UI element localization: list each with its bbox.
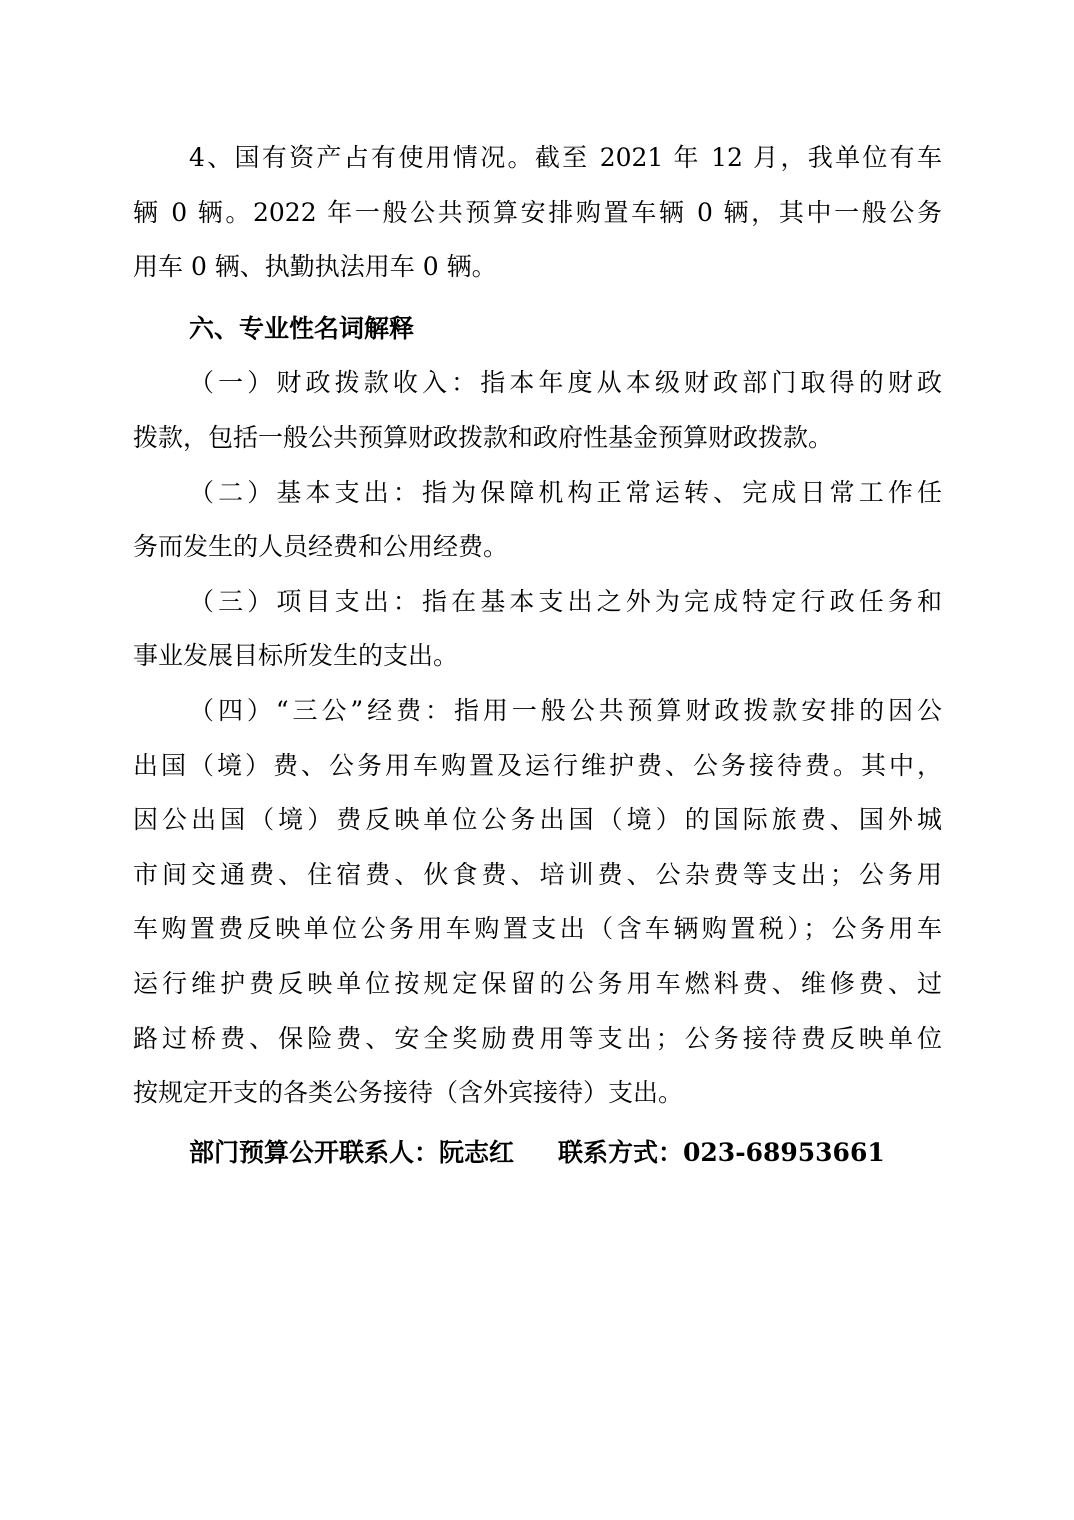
text-line: 运行维护费反映单位按规定保留的公务用车燃料费、维修费、过 xyxy=(133,968,942,998)
contact-phone: 联系方式：023-68953661 xyxy=(558,1137,885,1167)
text-line: （三）项目支出：指在基本支出之外为完成特定行政任务和 xyxy=(189,586,942,616)
text-line: 事业发展目标所发生的支出。 xyxy=(133,641,459,671)
text-line: 按规定开支的各类公务接待（含外宾接待）支出。 xyxy=(133,1078,684,1108)
text-line: 辆 0 辆。2022 年一般公共预算安排购置车辆 0 辆，其中一般公务 xyxy=(133,197,942,227)
text-line: 因公出国（境）费反映单位公务出国（境）的国际旅费、国外城 xyxy=(133,805,942,835)
text-line: （一）财政拨款收入：指本年度从本级财政部门取得的财政 xyxy=(189,368,942,398)
contact-line xyxy=(133,1126,942,1181)
contact-person: 部门预算公开联系人：阮志红 xyxy=(189,1137,515,1167)
paragraph-project-expenditure xyxy=(133,575,942,684)
text-line: 4、国有资产占有使用情况。截至 2021 年 12 月，我单位有车 xyxy=(189,143,942,172)
text-line: （四）“三公”经费：指用一般公共预算财政拨款安排的因公 xyxy=(189,695,942,725)
paragraph-fiscal-income xyxy=(133,356,942,465)
text-line: 务而发生的人员经费和公用经费。 xyxy=(133,532,509,562)
paragraph-asset-usage xyxy=(133,131,942,295)
text-line: （二）基本支出：指为保障机构正常运转、完成日常工作任 xyxy=(189,477,942,507)
text-line: 路过桥费、保险费、安全奖励费用等支出；公务接待费反映单位 xyxy=(133,1023,942,1053)
paragraph-three-public-expenses xyxy=(133,684,942,1121)
text-line: 车购置费反映单位公务用车购置支出（含车辆购置税）；公务用车 xyxy=(133,914,942,944)
document-page xyxy=(133,131,942,1180)
text-line: 出国（境）费、公务用车购置及运行维护费、公务接待费。其中， xyxy=(133,750,942,780)
section-heading: 六、专业性名词解释 xyxy=(189,313,415,343)
text-line: 用车 0 辆、执勤执法用车 0 辆。 xyxy=(133,252,497,282)
text-line: 拨款，包括一般公共预算财政拨款和政府性基金预算财政拨款。 xyxy=(133,422,834,452)
paragraph-basic-expenditure xyxy=(133,466,942,575)
text-line: 市间交通费、住宿费、伙食费、培训费、公杂费等支出；公务用 xyxy=(133,859,942,889)
